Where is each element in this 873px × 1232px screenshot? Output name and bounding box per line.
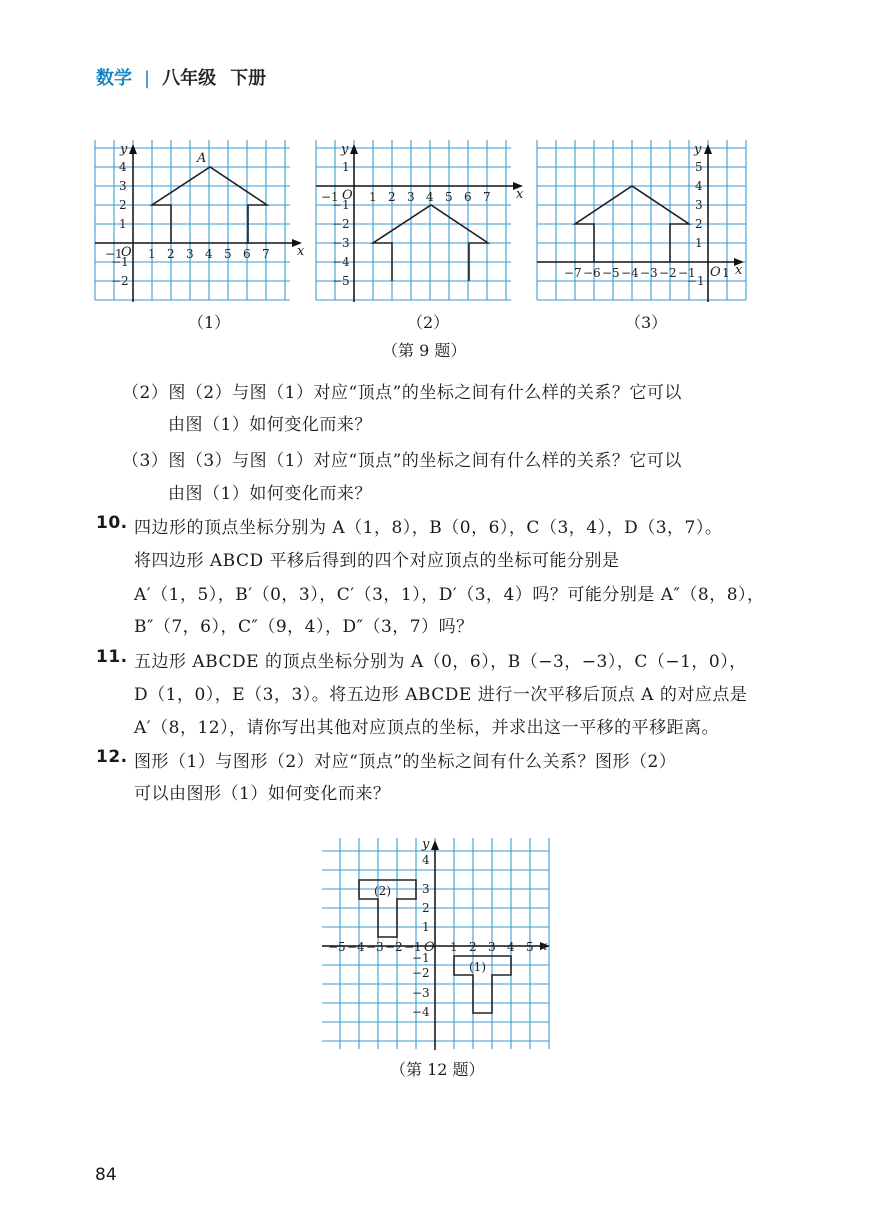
x-tick: 4 bbox=[426, 190, 434, 204]
y-tick: 3 bbox=[695, 198, 703, 212]
q11-line1: 五边形 ABCDE 的顶点坐标分别为 A（0，6），B（−3，−3），C（−1，0）， bbox=[134, 652, 747, 672]
q12-number: 12. bbox=[96, 747, 128, 767]
x-tick: 5 bbox=[526, 940, 534, 954]
q12-line2: 可以由图形（1）如何变化而来？ bbox=[134, 784, 391, 804]
subcaption-3: （3） bbox=[625, 313, 668, 332]
y-tick: 2 bbox=[119, 198, 127, 212]
y-axis-arrow bbox=[431, 840, 439, 850]
q11-line3: A′（8，12），请你写出其他对应顶点的坐标，并求出这一平移的平移距离。 bbox=[134, 718, 720, 738]
y-tick: −2 bbox=[412, 966, 430, 980]
q10-line4: B″（7，6），C″（9，4），D″（3，7）吗？ bbox=[134, 617, 474, 637]
q10-line3: A′（1，5），B′（0，3），C′（3，1），D′（3，4）吗？可能分别是 A″（8，8）， bbox=[134, 585, 765, 605]
x-axis-label: x bbox=[540, 939, 548, 954]
shape-2-label: (2) bbox=[374, 884, 391, 898]
y-tick: −3 bbox=[332, 236, 350, 250]
y-tick: −3 bbox=[412, 986, 430, 1000]
x-tick: −4 bbox=[347, 940, 365, 954]
origin-label: O bbox=[342, 188, 353, 203]
y-tick: −5 bbox=[332, 274, 350, 288]
origin-label: O bbox=[710, 265, 721, 280]
y-tick: 3 bbox=[422, 882, 430, 896]
origin-label: O bbox=[121, 245, 132, 260]
x-tick: −5 bbox=[602, 266, 620, 280]
x-tick: −3 bbox=[640, 266, 658, 280]
x-tick: −4 bbox=[621, 266, 639, 280]
y-tick: 5 bbox=[695, 160, 703, 174]
q9-3-line2: 由图（1）如何变化而来？ bbox=[168, 484, 372, 504]
y-axis-label: y bbox=[341, 142, 349, 157]
x-tick: 1 bbox=[369, 190, 377, 204]
running-header bbox=[96, 64, 266, 90]
q9-2-line1: （2）图（2）与图（1）对应“顶点”的坐标之间有什么样的关系？它可以 bbox=[122, 383, 682, 403]
q9-3-line1: （3）图（3）与图（1）对应“顶点”的坐标之间有什么样的关系？它可以 bbox=[122, 451, 682, 471]
y-tick: 1 bbox=[695, 236, 703, 250]
header-volume: 下册 bbox=[230, 68, 267, 89]
x-tick: 4 bbox=[205, 247, 213, 261]
x-axis-label: x bbox=[516, 187, 524, 202]
x-tick: 2 bbox=[388, 190, 396, 204]
figure9-graph-1 bbox=[95, 140, 310, 305]
y-tick: −1 bbox=[332, 198, 350, 212]
y-tick: −2 bbox=[332, 217, 350, 231]
x-tick: 2 bbox=[469, 940, 477, 954]
y-tick: 1 bbox=[119, 217, 127, 231]
y-tick-labels bbox=[412, 853, 430, 1019]
y-tick: 2 bbox=[695, 217, 703, 231]
x-tick: 6 bbox=[464, 190, 472, 204]
x-tick-labels bbox=[369, 190, 491, 204]
q10-line2: 将四边形 ABCD 平移后得到的四个对应顶点的坐标可能分别是 bbox=[134, 551, 620, 571]
y-tick: −4 bbox=[332, 255, 350, 269]
neg-x-tick: −1 bbox=[105, 247, 123, 261]
y-tick: 4 bbox=[119, 160, 127, 174]
y-tick: −2 bbox=[111, 274, 129, 288]
x-tick: 3 bbox=[407, 190, 415, 204]
x-axis-label: x bbox=[297, 244, 305, 259]
x-tick: 5 bbox=[224, 247, 232, 261]
q10-number: 10. bbox=[96, 513, 128, 533]
shape-1-label: (1) bbox=[469, 960, 486, 974]
y-tick: 3 bbox=[119, 179, 127, 193]
x-tick: −5 bbox=[328, 940, 346, 954]
neg-x-tick: −1 bbox=[321, 190, 339, 204]
y-tick: 4 bbox=[422, 853, 430, 867]
x-tick: 1 bbox=[450, 940, 458, 954]
vertex-label-A: A bbox=[197, 151, 207, 166]
page-number: 84 bbox=[95, 1165, 117, 1185]
q12-line1: 图形（1）与图形（2）对应“顶点”的坐标之间有什么关系？图形（2） bbox=[134, 752, 677, 772]
y-axis-arrow bbox=[704, 144, 712, 154]
x-tick: 7 bbox=[483, 190, 491, 204]
header-grade: 八年级 bbox=[162, 68, 217, 89]
x-tick-labels bbox=[564, 266, 696, 280]
x-tick: −1 bbox=[404, 940, 422, 954]
y-tick: 2 bbox=[422, 901, 430, 915]
q9-2-line2: 由图（1）如何变化而来？ bbox=[168, 415, 372, 435]
q10-line1: 四边形的顶点坐标分别为 A（1，8），B（0，6），C（3，4），D（3，7）。 bbox=[134, 518, 723, 538]
x-tick: 6 bbox=[243, 247, 251, 261]
subcaption-1: （1） bbox=[188, 313, 231, 332]
y-tick: −4 bbox=[412, 1005, 430, 1019]
x-tick: −2 bbox=[659, 266, 677, 280]
figure9-graph-3 bbox=[537, 140, 752, 305]
origin-label: O bbox=[424, 940, 435, 955]
y-tick: −1 bbox=[111, 255, 129, 269]
x-tick: 3 bbox=[488, 940, 496, 954]
x-tick: 5 bbox=[445, 190, 453, 204]
header-separator: | bbox=[144, 68, 151, 89]
figure9-caption: （第 9 题） bbox=[382, 341, 467, 360]
x-tick: 2 bbox=[167, 247, 175, 261]
header-subject: 数学 bbox=[96, 68, 132, 89]
x-tick: 3 bbox=[186, 247, 194, 261]
x-tick-labels bbox=[148, 247, 270, 261]
y-tick: 4 bbox=[695, 179, 703, 193]
y-tick: 1 bbox=[422, 920, 430, 934]
x-tick: 1 bbox=[148, 247, 156, 261]
y-axis-label: y bbox=[694, 142, 702, 157]
x-tick: 4 bbox=[507, 940, 515, 954]
figure12-caption: （第 12 题） bbox=[390, 1060, 485, 1079]
x-tick: −7 bbox=[564, 266, 582, 280]
x-axis-label: x bbox=[735, 263, 743, 278]
x-tick: −2 bbox=[385, 940, 403, 954]
x-tick: −1 bbox=[678, 266, 696, 280]
x-tick: −3 bbox=[366, 940, 384, 954]
subcaption-2: （2） bbox=[407, 313, 450, 332]
y-axis-label: y bbox=[120, 142, 128, 157]
pos-x-tick: 1 bbox=[722, 266, 730, 280]
y-axis-arrow bbox=[350, 144, 358, 154]
y-axis-label: y bbox=[422, 837, 430, 852]
y-tick: 1 bbox=[342, 160, 350, 174]
y-axis-arrow bbox=[129, 144, 137, 154]
y-tick: −1 bbox=[687, 274, 705, 288]
figure9-graph-2 bbox=[316, 140, 531, 305]
q11-line2: D（1，0），E（3，3）。将五边形 ABCDE 进行一次平移后顶点 A 的对应点是 bbox=[134, 685, 748, 705]
x-tick: −6 bbox=[583, 266, 601, 280]
x-tick: 7 bbox=[262, 247, 270, 261]
y-tick: −1 bbox=[412, 951, 430, 965]
q11-number: 11. bbox=[96, 647, 128, 667]
figure12-graph bbox=[322, 838, 554, 1053]
